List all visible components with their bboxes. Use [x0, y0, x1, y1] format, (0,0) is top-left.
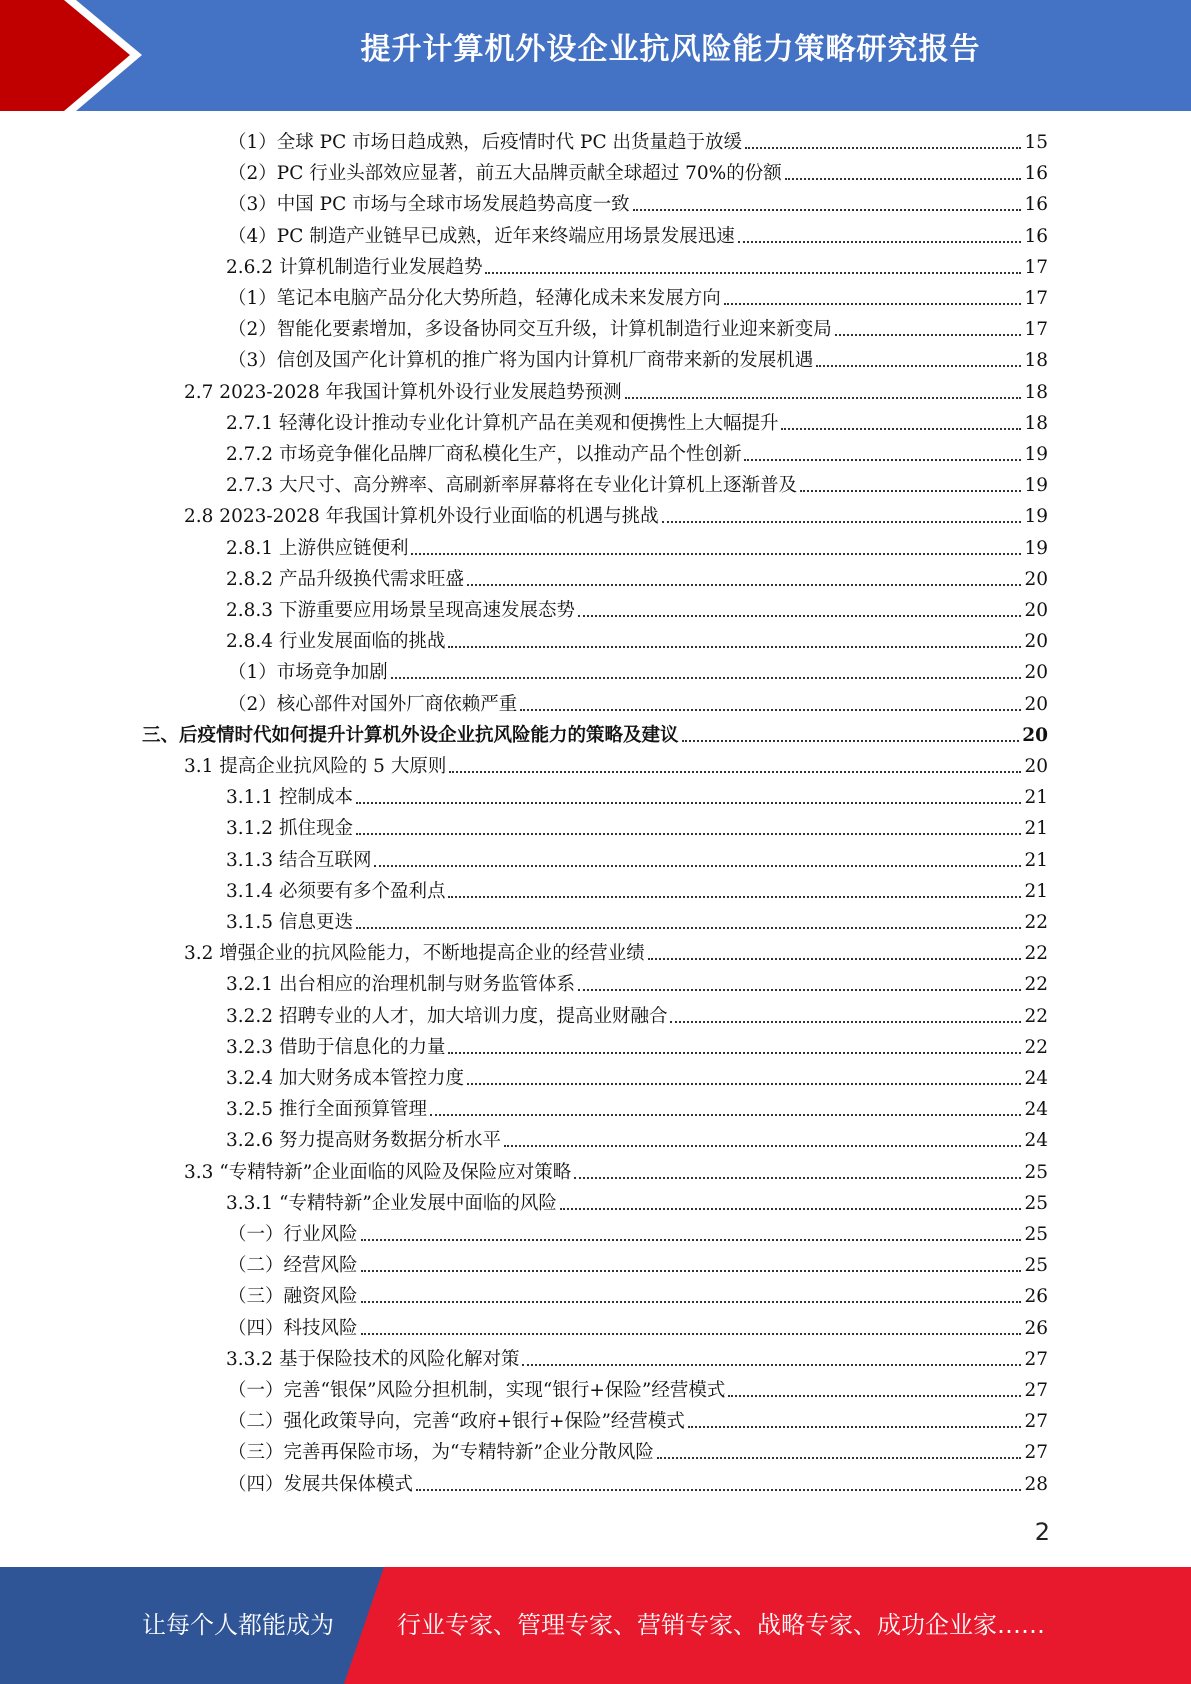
- toc-entry-title: 3.2.2 招聘专业的人才，加大培训力度，提高业财融合: [226, 1005, 668, 1027]
- toc-entry-title: 3.1.5 信息更迭: [226, 912, 353, 933]
- toc-entry-page: 26: [1024, 1286, 1048, 1308]
- toc-entry-page: 19: [1024, 506, 1048, 528]
- toc-entry[interactable]: [226, 845, 1048, 876]
- toc-entry-title: 3.2.6 努力提高财务数据分析水平: [226, 1130, 501, 1152]
- toc-dot-leader: [361, 1270, 1022, 1272]
- page-number: 2: [1034, 1518, 1050, 1546]
- toc-entry-title: （4）PC 制造产业链早已成熟，近年来终端应用场景发展迅速: [228, 225, 735, 247]
- toc-entry-title: 3.3.1 “专精特新”企业发展中面临的风险: [226, 1192, 557, 1214]
- toc-entry-page: 22: [1024, 974, 1048, 996]
- toc-dot-leader: [625, 397, 1022, 399]
- toc-entry-page: 20: [1024, 756, 1048, 777]
- toc-dot-leader: [361, 1333, 1022, 1335]
- toc-entry-page: 27: [1024, 1411, 1048, 1433]
- toc-entry[interactable]: [226, 1032, 1048, 1063]
- toc-dot-leader: [781, 428, 1021, 430]
- toc-entry[interactable]: [228, 1250, 1048, 1281]
- toc-entry-page: 20: [1024, 568, 1048, 590]
- toc-entry-title: （三）融资风险: [228, 1286, 358, 1308]
- toc-dot-leader: [361, 1301, 1022, 1303]
- toc-entry-page: 16: [1024, 225, 1048, 247]
- toc-entry[interactable]: [228, 158, 1048, 189]
- toc-dot-leader: [416, 1489, 1021, 1491]
- toc-entry-title: 3.2.5 推行全面预算管理: [226, 1099, 427, 1121]
- toc-entry-title: 2.7.1 轻薄化设计推动专业化计算机产品在美观和便携性上大幅提升: [226, 412, 779, 434]
- toc-entry[interactable]: [226, 470, 1048, 501]
- header-arrow-decoration: [0, 0, 160, 111]
- toc-entry-page: 20: [1024, 631, 1048, 653]
- toc-entry-title: 3.2 增强企业的抗风险能力，不断地提高企业的经营业绩: [184, 943, 645, 965]
- toc-dot-leader: [648, 958, 1022, 960]
- toc-dot-leader: [657, 1457, 1022, 1459]
- toc-entry-page: 19: [1024, 537, 1048, 559]
- toc-entry[interactable]: [226, 439, 1048, 470]
- toc-entry-title: 3.3 “专精特新”企业面临的风险及保险应对策略: [184, 1161, 572, 1183]
- toc-dot-leader: [520, 709, 1021, 711]
- toc-entry-title: 3.2.1 出台相应的治理机制与财务监管体系: [226, 974, 575, 996]
- toc-entry-title: （2）核心部件对国外厂商依赖严重: [228, 693, 518, 715]
- toc-dot-leader: [816, 365, 1021, 367]
- toc-entry-title: 3.1.1 控制成本: [226, 787, 353, 809]
- toc-dot-leader: [682, 740, 1020, 742]
- toc-entry-title: 3.2.3 借助于信息化的力量: [226, 1036, 446, 1058]
- toc-entry-page: 25: [1024, 1255, 1048, 1277]
- toc-dot-leader: [485, 272, 1021, 274]
- toc-entry[interactable]: [228, 221, 1048, 252]
- footer-slogan-left: 让每个人都能成为: [142, 1611, 334, 1639]
- toc-dot-leader: [449, 771, 1021, 773]
- toc-entry-title: 2.6.2 计算机制造行业发展趋势: [226, 256, 483, 278]
- toc-entry-title: 三、后疫情时代如何提升计算机外设企业抗风险能力的策略及建议: [142, 724, 679, 746]
- toc-entry[interactable]: [184, 938, 1048, 969]
- toc-entry-page: 22: [1024, 1005, 1048, 1027]
- toc-dot-leader: [448, 1052, 1021, 1054]
- toc-entry-page: 17: [1024, 288, 1048, 309]
- toc-entry[interactable]: [228, 314, 1048, 345]
- toc-entry-page: 21: [1024, 880, 1048, 902]
- toc-entry-page: 20: [1024, 600, 1048, 621]
- toc-dot-leader: [504, 1145, 1021, 1147]
- toc-entry[interactable]: [228, 1313, 1048, 1344]
- toc-entry-title: 2.7.2 市场竞争催化品牌厂商私模化生产，以推动产品个性创新: [226, 444, 742, 465]
- toc-entry[interactable]: [228, 283, 1048, 314]
- toc-dot-leader: [560, 1208, 1022, 1210]
- toc-dot-leader: [448, 646, 1021, 648]
- toc-entry[interactable]: [226, 1001, 1048, 1032]
- toc-entry-page: 24: [1024, 1130, 1048, 1152]
- toc-entry-title: 2.7.3 大尺寸、高分辨率、高刷新率屏幕将在专业化计算机上逐渐普及: [226, 475, 797, 497]
- footer-slogan-right: 行业专家、管理专家、营销专家、战略专家、成功企业家……: [397, 1611, 1045, 1639]
- toc-dot-leader: [467, 1083, 1021, 1085]
- toc-dot-leader: [670, 1021, 1021, 1023]
- toc-dot-leader: [835, 334, 1022, 336]
- toc-entry[interactable]: [226, 1063, 1048, 1094]
- toc-dot-leader: [800, 490, 1021, 492]
- toc-entry[interactable]: [226, 782, 1048, 813]
- toc-entry-title: （2）智能化要素增加，多设备协同交互升级，计算机制造行业迎来新变局: [228, 319, 832, 341]
- toc-entry-page: 15: [1024, 132, 1048, 153]
- toc-entry-title: （一）完善“银保”风险分担机制，实现“银行+保险”经营模式: [228, 1380, 726, 1401]
- toc-entry-title: 2.8.3 下游重要应用场景呈现高速发展态势: [226, 600, 575, 621]
- toc-entry[interactable]: [228, 1375, 1048, 1406]
- toc-dot-leader: [467, 584, 1021, 586]
- toc-entry-page: 26: [1024, 1317, 1048, 1339]
- toc-entry-page: 27: [1024, 1348, 1048, 1370]
- toc-entry-page: 18: [1024, 350, 1048, 372]
- toc-entry-title: 2.8.1 上游供应链便利: [226, 537, 409, 559]
- toc-dot-leader: [578, 989, 1021, 991]
- page-header: [0, 0, 1191, 111]
- toc-entry-title: （二）经营风险: [228, 1255, 358, 1277]
- toc-entry[interactable]: [228, 657, 1048, 688]
- toc-dot-leader: [522, 1364, 1021, 1366]
- toc-entry[interactable]: [226, 1125, 1048, 1156]
- toc-entry-page: 20: [1022, 724, 1048, 746]
- toc-dot-leader: [724, 303, 1022, 305]
- toc-entry[interactable]: [228, 189, 1048, 220]
- toc-entry[interactable]: [228, 1281, 1048, 1312]
- toc-entry-title: （1）笔记本电脑产品分化大势所趋，轻薄化成未来发展方向: [228, 288, 721, 309]
- toc-entry-page: 24: [1024, 1099, 1048, 1121]
- toc-entry[interactable]: [226, 408, 1048, 439]
- toc-entry-page: 25: [1024, 1192, 1048, 1214]
- toc-entry-page: 25: [1024, 1224, 1048, 1245]
- page-footer: [0, 1567, 1191, 1684]
- toc-entry-page: 17: [1024, 319, 1048, 341]
- toc-dot-leader: [728, 1395, 1021, 1397]
- toc-entry[interactable]: [142, 720, 1048, 751]
- toc-entry-title: （四）发展共保体模式: [228, 1473, 414, 1495]
- toc-entry-title: 2.8 2023-2028 年我国计算机外设行业面临的机遇与挑战: [184, 506, 659, 528]
- toc-entry-title: （2）PC 行业头部效应显著，前五大品牌贡献全球超过 70%的份额: [228, 163, 782, 185]
- toc-entry[interactable]: [226, 876, 1048, 907]
- toc-entry[interactable]: [228, 127, 1048, 158]
- toc-entry-page: 28: [1024, 1473, 1048, 1495]
- toc-entry[interactable]: [184, 751, 1048, 782]
- toc-entry-title: （四）科技风险: [228, 1317, 358, 1339]
- toc-entry-page: 22: [1024, 943, 1048, 965]
- toc-dot-leader: [785, 178, 1022, 180]
- toc-entry[interactable]: [226, 595, 1048, 626]
- toc-dot-leader: [744, 459, 1021, 461]
- toc-entry[interactable]: [184, 377, 1048, 408]
- toc-entry[interactable]: [228, 1406, 1048, 1437]
- toc-dot-leader: [738, 241, 1022, 243]
- toc-entry[interactable]: [184, 1157, 1048, 1188]
- toc-entry-page: 20: [1024, 662, 1048, 684]
- toc-entry[interactable]: [226, 1094, 1048, 1125]
- toc-entry[interactable]: [226, 533, 1048, 564]
- toc-dot-leader: [374, 865, 1021, 867]
- toc-dot-leader: [578, 615, 1021, 617]
- toc-entry[interactable]: [226, 564, 1048, 595]
- toc-entry-title: （三）完善再保险市场，为“专精特新”企业分散风险: [228, 1442, 654, 1464]
- toc-entry-title: （一）行业风险: [228, 1224, 358, 1245]
- toc-dot-leader: [356, 802, 1022, 804]
- toc-entry-page: 25: [1024, 1161, 1048, 1183]
- toc-entry-title: 3.1.4 必须要有多个盈利点: [226, 880, 446, 902]
- toc-entry-title: （3）中国 PC 市场与全球市场发展趋势高度一致: [228, 194, 630, 216]
- toc-dot-leader: [356, 833, 1022, 835]
- toc-entry-page: 24: [1024, 1068, 1048, 1089]
- toc-entry-page: 27: [1024, 1380, 1048, 1401]
- toc-dot-leader: [574, 1177, 1021, 1179]
- toc-dot-leader: [430, 1114, 1021, 1116]
- toc-entry-title: 3.1.2 抓住现金: [226, 818, 353, 840]
- toc-entry[interactable]: [228, 1219, 1048, 1250]
- toc-entry-title: 2.7 2023-2028 年我国计算机外设行业发展趋势预测: [184, 381, 622, 403]
- toc-entry-title: （二）强化政策导向，完善“政府+银行+保险”经营模式: [228, 1411, 685, 1433]
- toc-dot-leader: [391, 677, 1022, 679]
- toc-entry[interactable]: [228, 689, 1048, 720]
- toc-entry-title: （3）信创及国产化计算机的推广将为国内计算机厂商带来新的发展机遇: [228, 350, 814, 372]
- toc-entry[interactable]: [228, 1437, 1048, 1468]
- toc-entry-title: （1）全球 PC 市场日趋成熟，后疫情时代 PC 出货量趋于放缓: [228, 132, 743, 153]
- toc-entry-page: 18: [1024, 412, 1048, 434]
- toc-entry[interactable]: [226, 1344, 1048, 1375]
- toc-dot-leader: [448, 896, 1021, 898]
- toc-entry-page: 16: [1024, 163, 1048, 185]
- toc-entry[interactable]: [226, 907, 1048, 938]
- toc-entry[interactable]: [226, 969, 1048, 1000]
- toc-entry-title: 3.1 提高企业抗风险的 5 大原则: [184, 756, 447, 777]
- toc-entry[interactable]: [226, 813, 1048, 844]
- toc-dot-leader: [356, 927, 1022, 929]
- toc-entry[interactable]: [228, 1469, 1048, 1500]
- toc-entry-page: 22: [1024, 912, 1048, 933]
- toc-dot-leader: [745, 147, 1021, 149]
- toc-dot-leader: [633, 209, 1022, 211]
- toc-entry-title: 2.8.4 行业发展面临的挑战: [226, 631, 446, 653]
- toc-entry-page: 20: [1024, 693, 1048, 715]
- toc-entry-page: 19: [1024, 475, 1048, 497]
- toc-entry-title: 3.3.2 基于保险技术的风险化解对策: [226, 1348, 520, 1370]
- toc-entry-page: 16: [1024, 194, 1048, 216]
- toc-entry-page: 21: [1024, 818, 1048, 840]
- toc-dot-leader: [688, 1426, 1022, 1428]
- toc-entry-page: 19: [1024, 444, 1048, 465]
- toc-entry[interactable]: [226, 626, 1048, 657]
- toc-entry[interactable]: [226, 1188, 1048, 1219]
- toc-entry-page: 18: [1024, 381, 1048, 403]
- toc-dot-leader: [361, 1239, 1022, 1241]
- toc-entry[interactable]: [226, 252, 1048, 283]
- toc-entry-page: 22: [1024, 1036, 1048, 1058]
- toc-entry-title: 2.8.2 产品升级换代需求旺盛: [226, 568, 464, 590]
- toc-entry-title: 3.1.3 结合互联网: [226, 849, 372, 871]
- toc-entry[interactable]: [184, 501, 1048, 532]
- document-title: 提升计算机外设企业抗风险能力策略研究报告: [360, 32, 981, 67]
- toc-entry[interactable]: [228, 345, 1048, 376]
- toc-entry-title: 3.2.4 加大财务成本管控力度: [226, 1068, 464, 1089]
- toc-entry-page: 21: [1024, 849, 1048, 871]
- toc-dot-leader: [411, 553, 1021, 555]
- toc-entry-page: 21: [1024, 787, 1048, 809]
- toc-entry-page: 27: [1024, 1442, 1048, 1464]
- toc-dot-leader: [662, 521, 1022, 523]
- toc-entry-page: 17: [1024, 256, 1048, 278]
- toc-entry-title: （1）市场竞争加剧: [228, 662, 388, 684]
